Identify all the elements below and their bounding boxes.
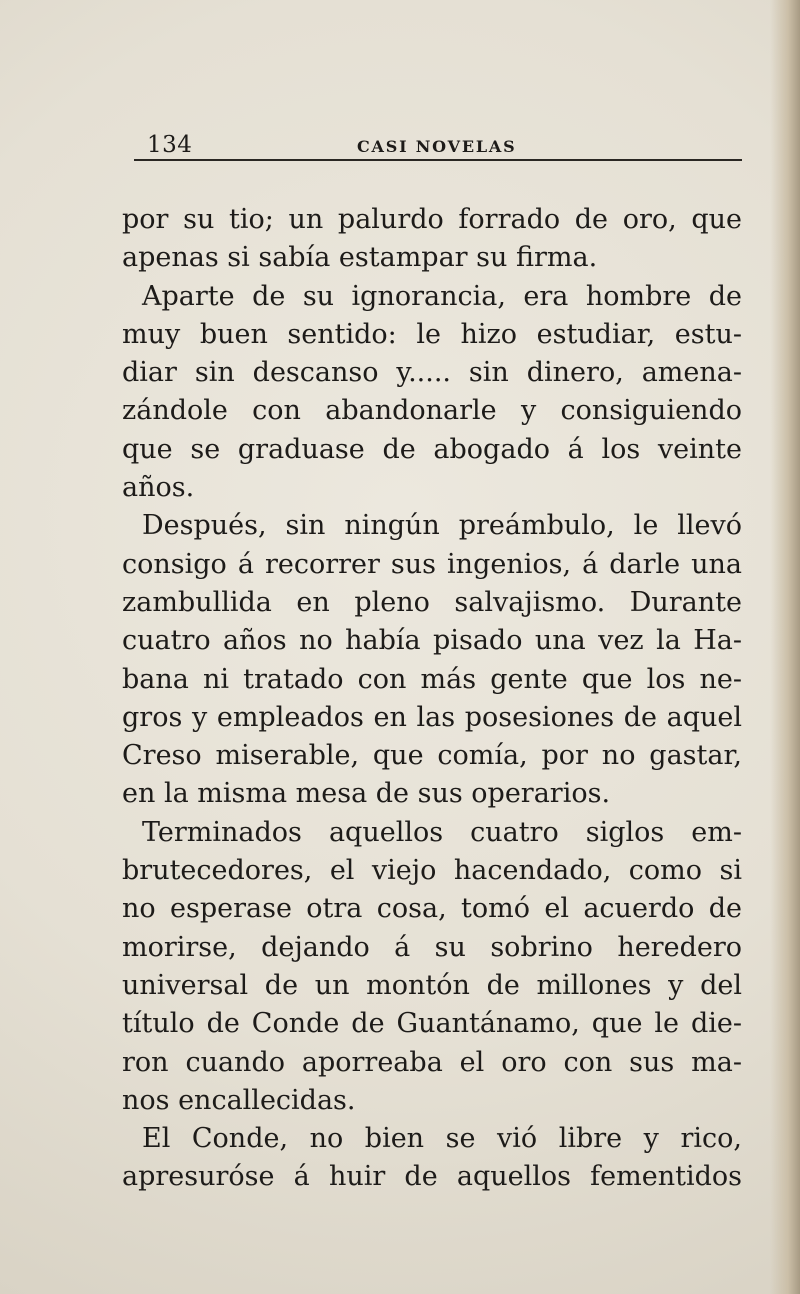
text-line: consigo á recorrer sus ingenios, á darle una [122, 548, 742, 580]
page-header [0, 128, 800, 168]
text-line: muy buen sentido: le hizo estudiar, estu- [122, 318, 742, 350]
body-text [122, 201, 742, 1197]
text-line: en la misma mesa de sus operarios. [122, 778, 611, 810]
text-line: El Conde, no bien se vió libre y rico, [142, 1123, 742, 1155]
text-line: título de Conde de Guantánamo, que le die- [122, 1008, 742, 1040]
text-line: nos encallecidas. [122, 1084, 356, 1116]
text-line: apresuróse á huir de aquellos fementidos [122, 1161, 742, 1193]
text-line: gros y empleados en las posesiones de aquel [122, 701, 742, 733]
text-line: Creso miserable, que comía, por no gastar, [122, 740, 742, 772]
text-line: apenas si sabía estampar su firma. [122, 242, 598, 274]
text-line: zambullida en pleno salvajismo. Durante [122, 586, 742, 618]
text-line: que se graduase de abogado á los veinte [122, 433, 742, 465]
text-line: brutecedores, el viejo hacendado, como si [122, 855, 742, 887]
text-line: Después, sin ningún preámbulo, le llevó [142, 510, 742, 542]
text-line: Aparte de su ignorancia, era hombre de [142, 280, 742, 312]
header-rule [134, 159, 742, 161]
text-line: universal de un montón de millones y del [122, 969, 742, 1001]
text-line: por su tio; un palurdo forrado de oro, que [122, 204, 742, 235]
text-line: años. [122, 472, 195, 504]
text-line: diar sin descanso y..... sin dinero, amena- [122, 357, 742, 389]
page-edge-shadow [770, 0, 800, 1294]
running-title: CASI NOVELAS [357, 137, 517, 156]
text-line: zándole con abandonarle y consiguiendo [122, 395, 742, 427]
text-line: Terminados aquellos cuatro siglos em- [142, 816, 742, 848]
page-number: 134 [147, 132, 193, 158]
text-line: ron cuando aporreaba el oro con sus ma- [122, 1046, 742, 1078]
text-line: cuatro años no había pisado una vez la Ha- [122, 625, 742, 657]
text-line: bana ni tratado con más gente que los ne- [122, 663, 742, 695]
text-line: no esperase otra cosa, tomó el acuerdo de [122, 893, 742, 925]
text-line: morirse, dejando á su sobrino heredero [122, 931, 742, 963]
